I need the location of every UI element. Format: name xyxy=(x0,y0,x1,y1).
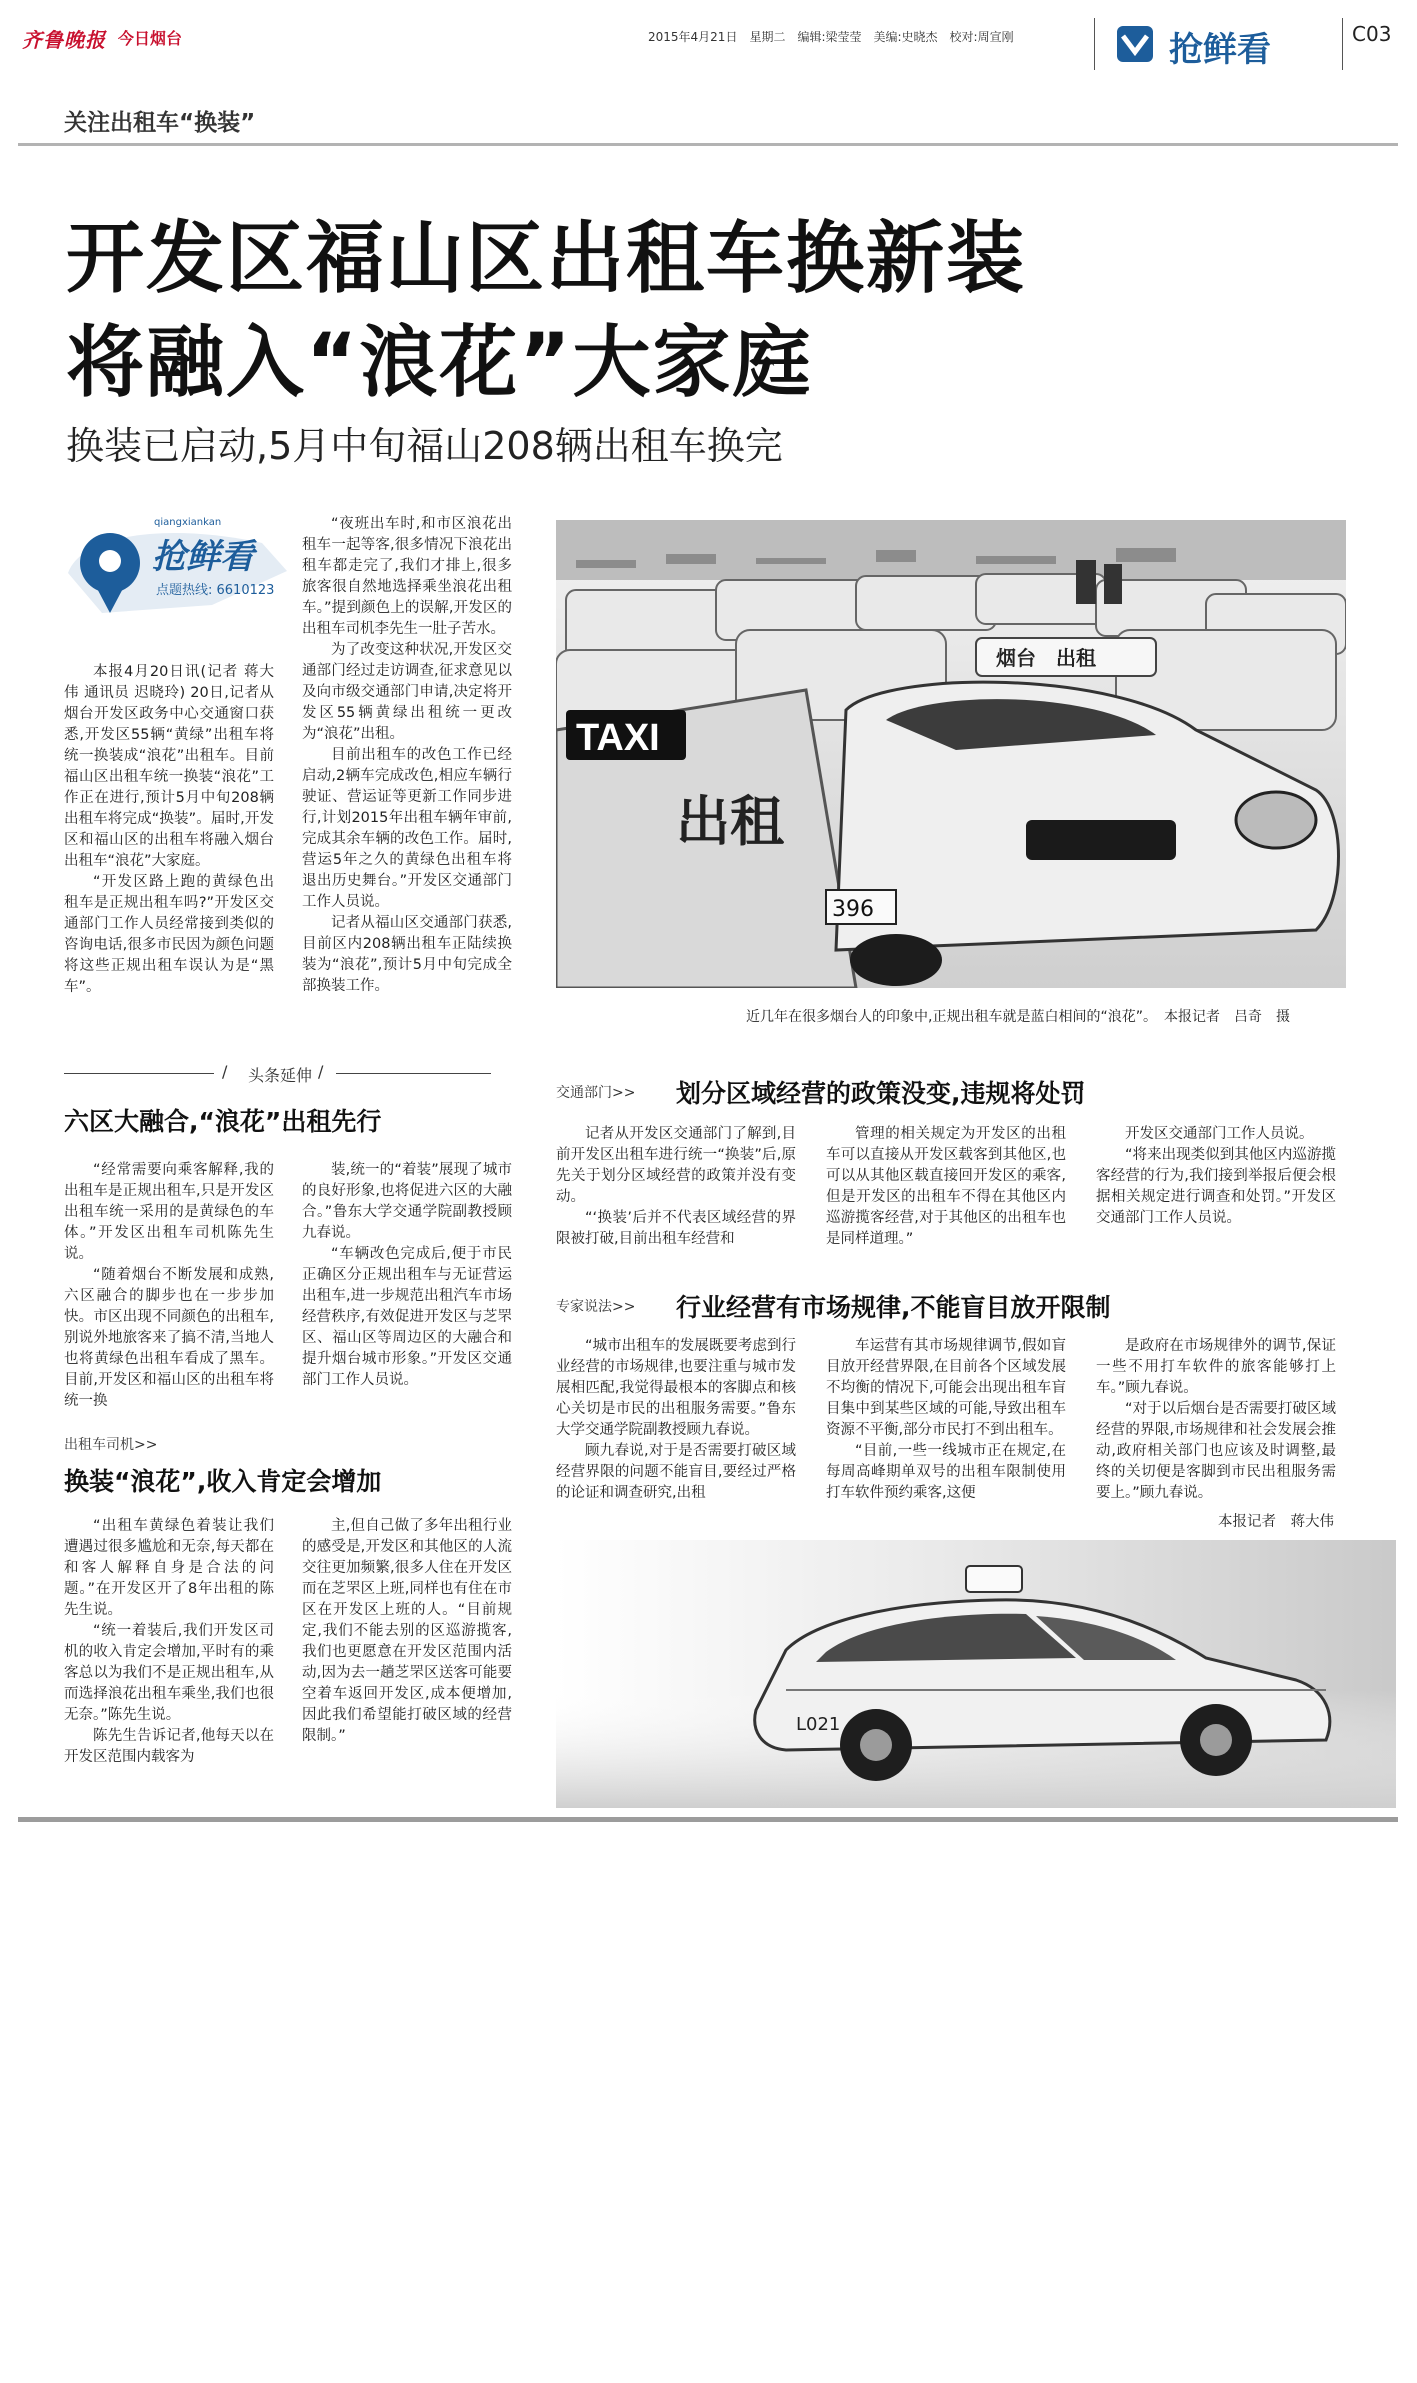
section-logo-icon xyxy=(1113,22,1157,66)
sec1-col1-p1: “经常需要向乘客解释,我的出租车是正规出租车,只是开发区出租车统一采用的是黄绿色的车体。”开发区出租车司机陈先生说。 xyxy=(64,1162,274,1262)
sec4-title: 行业经营有市场规律,不能盲目放开限制 xyxy=(676,1293,1111,1322)
header-divider-right xyxy=(1342,18,1343,70)
sec2-title: 换装“浪花”,收入肯定会增加 xyxy=(64,1467,382,1496)
sec2-column-1 xyxy=(64,1516,274,1768)
chuzu-door-text: 出租 xyxy=(676,789,784,853)
qiangxiankan-badge xyxy=(62,513,294,623)
lead-column-1 xyxy=(64,662,274,998)
lead-col2-p3: 目前出租车的改色工作已经启动,2辆车完成改色,相应车辆行驶证、营运证等更新工作同步进行,计划2015年出租车辆年审前,完成其余车辆的改色工作。届时,营运5年之久的黄绿色出租车将退出历史舞台。”开发区交通部门工作人员说。 xyxy=(302,747,512,910)
topic-label: 关注出租车“换装” xyxy=(64,110,256,136)
lead-col2-p4: 记者从福山区交通部门获悉,目前区内208辆出租车正陆续换装为“浪花”,预计5月中旬完成全部换装工作。 xyxy=(302,915,512,994)
header-divider-left xyxy=(1094,18,1095,70)
masthead xyxy=(0,0,1417,80)
sec3-col3-p2: “将来出现类似到其他区内巡游揽客经营的行为,我们接到举报后便会根据相关规定进行调查和处罚。”开发区交通部门工作人员说。 xyxy=(1096,1147,1336,1226)
photo-caption: 近几年在很多烟台人的印象中,正规出租车就是蓝白相间的“浪花”。 本报记者 吕奇 摄 xyxy=(746,1009,1290,1025)
sec3-col2-p1: 管理的相关规定为开发区的出租车可以直接从开发区载客到其他区,也可以从其他区载直接回开发区的乘客,但是开发区的出租车不得在其他区内巡游揽客经营,对于其他区的出租车也是同样道理。” xyxy=(826,1126,1066,1247)
paper-logo: 齐鲁晚报 xyxy=(22,28,106,52)
sec2-col1-p3: 陈先生告诉记者,他每天以在开发区范围内载客为 xyxy=(64,1728,274,1765)
page-number: C03 xyxy=(1352,22,1392,46)
extension-rule-left xyxy=(64,1073,214,1074)
sec4-col2-p1: 车运营有其市场规律调节,假如盲目放开经营界限,在目前各个区域发展不均衡的情况下,可能会出现出租车盲目集中到某些区域的可能,导致出租车资源不平衡,部分市民打不到出租车。 xyxy=(826,1338,1066,1438)
lead-col2-p2: 为了改变这种状况,开发区交通部门经过走访调查,征求意见以及向市级交通部门申请,决定将开发区55辆黄绿出租统一更改为“浪花”出租。 xyxy=(302,642,512,742)
sec3-col3-p1: 开发区交通部门工作人员说。 xyxy=(1125,1126,1314,1142)
sec3-column-1 xyxy=(556,1124,796,1250)
section-title: 抢鲜看 xyxy=(1169,30,1271,70)
roof-sign-text: 烟台 出租 xyxy=(996,646,1096,670)
sec2-col1-p1: “出租车黄绿色着装让我们遭遇过很多尴尬和无奈,每天都在和客人解释自身是合法的问题。”在开发区开了8年出租的陈先生说。 xyxy=(64,1518,274,1618)
sec4-col2-p2: “目前,一些一线城市正在规定,在每周高峰期单双号的出租车限制使用打车软件预约乘客,这便 xyxy=(826,1443,1066,1501)
taxi-queue-photo xyxy=(556,520,1346,988)
lead-col2-p1: “夜班出车时,和市区浪花出租车一起等客,很多情况下浪花出租车都走完了,我们才排上,很多旅客很自然地选择乘坐浪花出租车。”提到颜色上的误解,开发区的出租车司机李先生一肚子苦水。 xyxy=(302,516,512,637)
sec1-col1-p2: “随着烟台不断发展和成熟,六区融合的脚步也在一步步加快。市区出现不同颜色的出租车,别说外地旅客来了搞不清,当地人也将黄绿色出租车看成了黑车。目前,开发区和福山区的出租车将统一换 xyxy=(64,1267,274,1409)
lead-column-2 xyxy=(302,514,512,997)
sec4-col3-p1: 是政府在市场规律外的调节,保证一些不用打车软件的旅客能够打上车。”顾九春说。 xyxy=(1096,1338,1336,1396)
sec2-col1-p2: “统一着装后,我们开发区司机的收入肯定会增加,平时有的乘客总以为我们不是正规出租车,从而选择浪花出租车乘坐,我们也很无奈。”陈先生说。 xyxy=(64,1623,274,1723)
sec4-column-1 xyxy=(556,1336,796,1504)
sec4-col1-p1: “城市出租车的发展既要考虑到行业经营的市场规律,也要注重与城市发展相匹配,我觉得最根本的客脚点和核心关切是市民的出租服务需要。”鲁东大学交通学院副教授顾九春说。 xyxy=(556,1338,796,1438)
badge-pinyin: qiangxiankan xyxy=(154,517,222,528)
extension-rule-right xyxy=(336,1073,491,1074)
sec2-kicker: 出租车司机>> xyxy=(64,1437,158,1453)
plate-number: 396 xyxy=(832,897,874,922)
sec1-column-2 xyxy=(302,1160,512,1391)
lead-col1-p1: 本报4月20日讯(记者 蒋大伟 通讯员 迟晓玲) 20日,记者从烟台开发区政务中心交通窗口获悉,开发区55辆“黄绿”出租车将统一换装成“浪花”出租车。目前福山区出租车统一换装“浪花”工作正在进行,预计5月中旬208辆出租车将完成“换装”。届时,开发区和福山区的出租车将融入烟台出租车“浪花”大家庭。 xyxy=(64,664,274,869)
extension-slash-icon: / xyxy=(222,1062,228,1081)
headline-subtitle: 换装已启动,5月中旬福山208辆出租车换完 xyxy=(66,424,783,468)
sec1-column-1 xyxy=(64,1160,274,1412)
sec3-column-3 xyxy=(1096,1124,1336,1229)
issue-meta: 2015年4月21日 星期二 编辑:梁莹莹 美编:史晓杰 校对:周宣刚 xyxy=(648,30,1014,44)
edition-label: 今日烟台 xyxy=(118,29,183,48)
sec4-kicker: 专家说法>> xyxy=(556,1299,636,1315)
sec2-col2-p1: 主,但自己做了多年出租行业的感受是,开发区和其他区的人流交往更加频繁,很多人住在开发区而在芝罘区上班,同样也有住在市区在开发区上班的人。“目前规定,我们不能去别的区巡游揽客,我们也更愿意在开发区范围内活动,因为去一趟芝罘区送客可能要空着车返回开发区,成本便增加,因此我们希望能打破区域的经营限制。” xyxy=(302,1518,512,1744)
sec3-column-2 xyxy=(826,1124,1066,1250)
lead-col1-p2: “开发区路上跑的黄绿色出租车是正规出租车吗?”开发区交通部门工作人员经常接到类似的咨询电话,很多市民因为颜色问题将这些正规出租车误认为是“黑车”。 xyxy=(64,874,274,995)
section-logo xyxy=(1113,20,1313,68)
badge-hotline: 点题热线: 6610123 xyxy=(156,583,275,598)
sec3-title: 划分区域经营的政策没变,违规将处罚 xyxy=(676,1079,1086,1108)
side-plate-number: L021 xyxy=(796,1714,841,1735)
sec3-kicker: 交通部门>> xyxy=(556,1085,636,1101)
sec4-col1-p2: 顾九春说,对于是否需要打破区域经营界限的问题不能盲目,要经过严格的论证和调查研究,出租 xyxy=(556,1443,796,1501)
extension-label: 头条延伸 xyxy=(248,1066,313,1085)
taxi-queue-illustration xyxy=(556,520,1346,988)
taxi-side-illustration xyxy=(556,1540,1396,1808)
sec4-column-2 xyxy=(826,1336,1066,1504)
taxi-side-photo xyxy=(556,1540,1396,1808)
sec1-col2-p1: 装,统一的“着装”展现了城市的良好形象,也将促进六区的大融合。”鲁东大学交通学院副教授顾九春说。 xyxy=(302,1162,512,1241)
sec1-title: 六区大融合,“浪花”出租先行 xyxy=(64,1107,382,1136)
sec3-col1-p1: 记者从开发区交通部门了解到,目前开发区出租车进行统一“换装”后,原先关于划分区域经营的政策并没有变动。 xyxy=(556,1126,796,1205)
sec3-col1-p2: “‘换装’后并不代表区域经营的界限被打破,目前出租车经营和 xyxy=(556,1210,796,1247)
page-bottom-rule xyxy=(18,1817,1398,1822)
badge-title: 抢鲜看 xyxy=(152,537,254,577)
sec2-column-2 xyxy=(302,1516,512,1747)
taxi-sign: TAXI xyxy=(576,717,660,759)
headline-line-2: 将融入“浪花”大家庭 xyxy=(66,318,813,408)
sec4-column-3 xyxy=(1096,1336,1336,1504)
sec1-col2-p2: “车辆改色完成后,便于市民正确区分正规出租车与无证营运出租车,进一步规范出租汽车市场经营秩序,有效促进开发区与芝罘区、福山区等周边区的大融合和提升烟台城市形象。”开发区交通部门工作人员说。 xyxy=(302,1246,512,1388)
topic-rule xyxy=(18,143,1398,146)
headline-line-1: 开发区福山区出租车换新装 xyxy=(66,214,1027,304)
sec4-byline: 本报记者 蒋大伟 xyxy=(1218,1514,1334,1530)
sec4-col3-p2: “对于以后烟台是否需要打破区域经营的界限,市场规律和社会发展会推动,政府相关部门也应该及时调整,最终的关切便是客脚到市民出租服务需要上。”顾九春说。 xyxy=(1096,1401,1336,1501)
extension-slash-icon-2: / xyxy=(318,1062,324,1081)
